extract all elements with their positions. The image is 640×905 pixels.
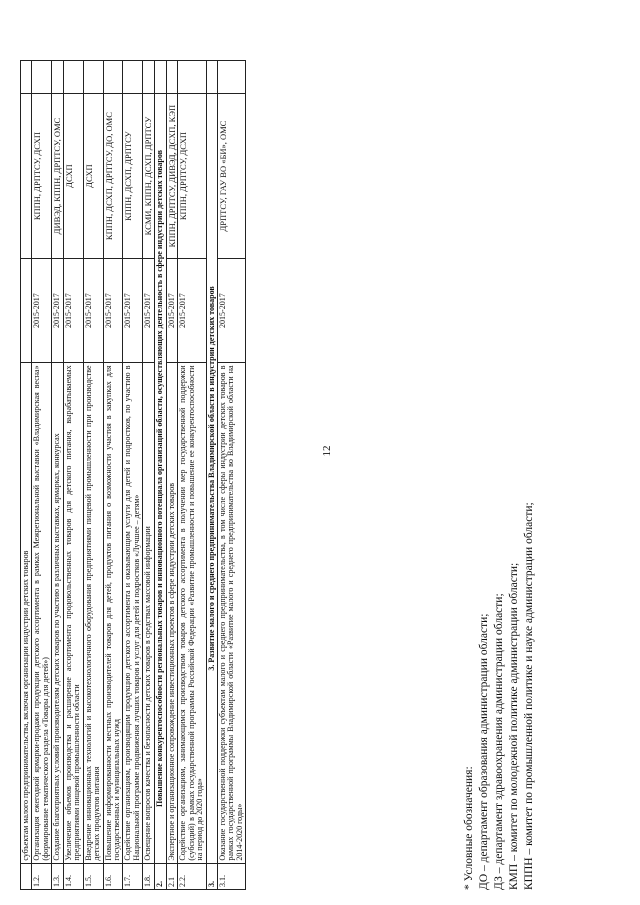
blank-cell: [143, 61, 155, 94]
blank-cell: [103, 61, 123, 94]
responsible-executors: ДСХП: [64, 94, 84, 258]
responsible-executors: ДРПТСУ, ГАУ ВО «БИ», ОМС: [218, 94, 246, 258]
legend-item: КППН – комитет по промышленной политике и науке администрации области;: [523, 502, 535, 890]
implementation-period: 2015-2017: [143, 258, 155, 363]
section-title: 3. Развитие малого и среднего предпринимательства Владимирской области в индустрии детских товаров: [206, 94, 217, 863]
blank-cell: [64, 61, 84, 94]
row-number: 1.8.: [143, 863, 155, 889]
row-number: 2.1: [166, 863, 178, 889]
table-row: [21, 61, 32, 890]
responsible-executors: КППН, ДРПТСУ, ДИВЭД, ДСХП, КЭП: [166, 94, 178, 258]
section-row: [155, 61, 166, 890]
blank-cell: [178, 61, 206, 94]
responsible-executors: ДИВЭД, КППН, ДРПТСУ, ОМС: [52, 94, 64, 258]
row-number: 3.1.: [218, 863, 246, 889]
legend: [462, 490, 632, 890]
implementation-period: 2015-2017: [166, 258, 178, 363]
row-number: 1.6.: [103, 863, 123, 889]
table-row: [166, 61, 178, 890]
responsible-executors: КППН, ДРПТСУ, ДСХП: [178, 94, 206, 258]
responsible-executors: КППН, ДСХП, ДРПТСУ, ДО, ОМС: [103, 94, 123, 258]
blank-cell: [206, 61, 217, 94]
row-number: 1.7.: [123, 863, 143, 889]
blank-cell: [32, 61, 52, 94]
row-number: 1.5.: [83, 863, 103, 889]
activity-description: Внедрение инновационных технологий и высокотехнологичного оборудования предприятиями пищевой промышленности при производстве детских продуктов питания: [83, 363, 103, 863]
responsible-executors: КППН, ДСХП, ДРПТСУ: [123, 94, 143, 258]
implementation-period: 2015-2017: [178, 258, 206, 363]
implementation-period: 2015-2017: [83, 258, 103, 363]
table-row: [52, 61, 64, 890]
plan-table-body: [21, 61, 246, 890]
row-number: 1.2.: [32, 863, 52, 889]
activity-description: Повышение информированности местных производителей товаров для детей, продуктов питания о возможности участия в закупках для государственных и муниципальных нужд: [103, 363, 123, 863]
responsible-executors: КСМИ, КППН, ДСХП, ДРПТСУ: [143, 94, 155, 258]
row-number: 2.: [155, 863, 166, 889]
activity-description: Увеличение объемов производства и расширение ассортимента продовольственных товаров для детского питания, вырабатываемых предприятиями пищевой промышленности области: [64, 363, 84, 863]
table-row: [83, 61, 103, 890]
activity-description: Освещение вопросов качества и безопасности детских товаров в средствах массовой информации: [143, 363, 155, 863]
implementation-period: 2015-2017: [103, 258, 123, 363]
section-row: [206, 61, 217, 890]
responsible-executors: ДСХП: [83, 94, 103, 258]
table-row: [178, 61, 206, 890]
legend-item: ДО – департамент образования администрации области;: [478, 613, 490, 890]
blank-cell: [218, 61, 246, 94]
plan-table: [20, 60, 246, 890]
blank-cell: [52, 61, 64, 94]
row-number: 2.2.: [178, 863, 206, 889]
table-row: [64, 61, 84, 890]
activity-description: Создание благоприятных условий производителям детских товаров по участию в различных выставках, ярмарках, конкурсах: [52, 363, 64, 863]
table-row: [103, 61, 123, 890]
blank-cell: [83, 61, 103, 94]
responsible-executors: КППН, ДРПТСУ, ДСХП: [32, 94, 52, 258]
activity-description: субъектам малого предпринимательства, включая организации индустрии детских товаров: [21, 363, 32, 863]
section-title: Повышение конкурентоспособности региональных товаров и инновационного потенциала организаций области, осуществляющих деятельность в сфере индустрии детских товаров: [155, 94, 166, 863]
table-row: [218, 61, 246, 890]
legend-item: КМП – комитет по молодежной политике администрации области;: [508, 562, 520, 890]
implementation-period: 2015-2017: [32, 258, 52, 363]
row-number: 3.: [206, 863, 217, 889]
implementation-period: 2015-2017: [218, 258, 246, 363]
table-row: [143, 61, 155, 890]
activity-description: Содействие организациям, занимающимся производством товаров детского ассортимента в получении мер государственной поддержки (субсидий) в рамках государственной программы Российской Федерации «Развитие промышленности и повышение ее конкурентоспособности на период до 2020 года»: [178, 363, 206, 863]
implementation-period: [21, 258, 32, 363]
activity-description: Содействие организациям, производящим продукцию детского ассортимента и оказывающим услуги для детей и подростков, по участию в Национальной программе продвижения лучших товаров и услуг для детей и подростков «Лучшее – детям»: [123, 363, 143, 863]
row-number: 1.3.: [52, 863, 64, 889]
blank-cell: [123, 61, 143, 94]
activity-description: Оказание государственной поддержки субъектам малого и среднего предпринимательства, в том числе сферы индустрии детских товаров в рамках государственной программы Владимирской области «Развитие малого и среднего предпринимательства во Владимирской области на 2014-2020 годы»: [218, 363, 246, 863]
activity-description: Экспертное и организационное сопровождение инвестиционных проектов в сфере индустрии детских товаров: [166, 363, 178, 863]
implementation-period: 2015-2017: [64, 258, 84, 363]
plan-table-rotated: [20, 60, 428, 890]
implementation-period: 2015-2017: [52, 258, 64, 363]
table-row: [123, 61, 143, 890]
row-number: [21, 863, 32, 889]
activity-description: Организация ежегодной ярмарки-продажи продукции детского ассортимента в рамках Межрегиональной выставки «Владимирская весна» (формирование тематического раздела «Товары для детей»): [32, 363, 52, 863]
row-number: 1.4.: [64, 863, 84, 889]
table-row: [32, 61, 52, 890]
responsible-executors: [21, 94, 32, 258]
blank-cell: [21, 61, 32, 94]
legend-item: ДЗ – департамент здравоохранения администрации области;: [493, 593, 505, 890]
implementation-period: 2015-2017: [123, 258, 143, 363]
legend-title: * Условные обозначения:: [463, 766, 475, 890]
page-number: 12: [321, 445, 333, 457]
blank-cell: [166, 61, 178, 94]
blank-cell: [155, 61, 166, 94]
